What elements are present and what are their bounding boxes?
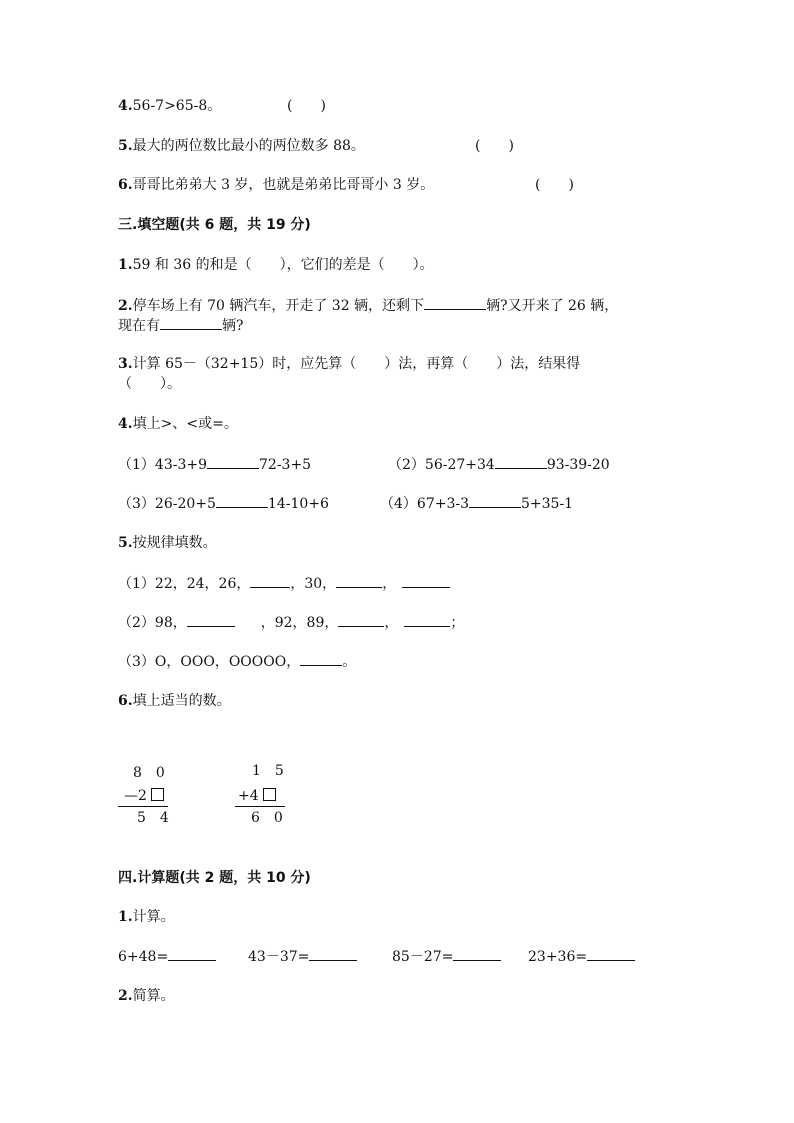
sequence-text: （1）22，24，26，: [118, 576, 251, 592]
compare-item-1: [118, 454, 311, 475]
sequence-text: ，30，: [290, 576, 337, 592]
vertical-subtraction-top: 8 0: [133, 765, 165, 781]
calc-expression: 6+48=: [118, 949, 169, 965]
calc-item-2: [248, 946, 357, 967]
calc-expression: 85－27=: [392, 949, 454, 965]
question-number: 2.: [118, 988, 133, 1004]
answer-blank[interactable]: [168, 946, 216, 961]
calc-item-1: [118, 946, 216, 967]
question-text: 56-7>65-8。: [132, 98, 222, 114]
compare-item-2: [388, 454, 610, 475]
compare-rhs: 14-10+6: [267, 496, 329, 512]
compare-rhs: 5+35-1: [521, 496, 574, 512]
answer-blank[interactable]: [469, 493, 521, 508]
calc-expression: 43－37=: [248, 949, 310, 965]
answer-blank[interactable]: [216, 493, 268, 508]
calc-question-2: [118, 986, 175, 1006]
compare-rhs: 93-39-20: [546, 457, 610, 473]
sequence-text: ，: [384, 615, 399, 631]
compare-lhs: （3）26-20+5: [118, 496, 216, 512]
calc-item-4: [528, 946, 635, 967]
question-number: 1.: [118, 909, 133, 925]
answer-blank[interactable]: [160, 315, 222, 330]
compare-rhs: 72-3+5: [259, 457, 312, 473]
question-text: 辆?: [222, 318, 244, 334]
fill-question-2: [118, 295, 618, 316]
answer-blank[interactable]: [402, 573, 450, 588]
question-text: 填上>、<或=。: [132, 416, 238, 432]
question-number: 3.: [118, 356, 133, 372]
question-text: 哥哥比弟弟大 3 岁，也就是弟弟比哥哥小 3 岁。: [132, 177, 435, 193]
question-text: 现在有: [118, 318, 160, 334]
answer-blank[interactable]: [587, 946, 635, 961]
answer-blank[interactable]: [495, 454, 547, 469]
fill-question-3: [118, 354, 580, 374]
fill-question-6: [118, 691, 231, 711]
question-text: 简算。: [132, 988, 175, 1004]
vertical-addition-operand: [238, 787, 276, 805]
sequence-text: ；: [450, 615, 465, 631]
question-text: 计算 65－（32+15）时，应先算（ ）法，再算（ ）法，结果得: [132, 356, 581, 372]
answer-paren[interactable]: ( ): [475, 138, 514, 154]
calc-item-3: [392, 946, 501, 967]
answer-blank[interactable]: [338, 612, 384, 627]
question-text: 最大的两位数比最小的两位数多 88。: [132, 138, 365, 154]
sequence-text: ，92，89，: [260, 615, 339, 631]
answer-blank[interactable]: [453, 946, 501, 961]
answer-blank[interactable]: [424, 295, 486, 310]
sequence-row-1: [118, 573, 450, 594]
sum-line: [235, 806, 285, 807]
vertical-subtraction-result: 5 4: [137, 810, 169, 826]
question-text: 停车场上有 70 辆汽车，开走了 32 辆，还剩下: [132, 298, 425, 314]
sum-line: [118, 806, 168, 807]
answer-blank[interactable]: [404, 612, 450, 627]
answer-blank[interactable]: [250, 573, 290, 588]
missing-digit-box[interactable]: [263, 788, 276, 801]
question-4: [118, 96, 221, 116]
answer-blank[interactable]: [336, 573, 382, 588]
question-text: 填上适当的数。: [132, 693, 231, 709]
answer-blank[interactable]: [300, 651, 342, 666]
vertical-addition-result: 6 0: [251, 810, 283, 826]
section-title: 三.填空题(共 6 题，共 19 分): [118, 217, 311, 233]
question-number: 6.: [118, 177, 133, 193]
missing-digit-box[interactable]: [151, 788, 164, 801]
question-6: [118, 175, 434, 195]
question-number: 2.: [118, 298, 133, 314]
calc-question-1: [118, 907, 175, 927]
calc-expression: 23+36=: [528, 949, 588, 965]
compare-lhs: （1）43-3+9: [118, 457, 207, 473]
question-number: 4.: [118, 98, 133, 114]
section-title: 四.计算题(共 2 题，共 10 分): [118, 870, 311, 886]
question-text: 辆?又开来了 26 辆，: [486, 298, 619, 314]
answer-blank[interactable]: [207, 454, 259, 469]
operand-digits: +4: [238, 788, 259, 804]
question-number: 4.: [118, 416, 133, 432]
question-text: 计算。: [132, 909, 175, 925]
fill-question-1: [118, 255, 434, 275]
sequence-row-2: [118, 612, 464, 633]
sequence-text: （2）98，: [118, 615, 187, 631]
answer-blank[interactable]: [309, 946, 357, 961]
sequence-text: （3）O，OOO，OOOOO，: [118, 654, 301, 670]
answer-blank[interactable]: [187, 612, 235, 627]
question-number: 1.: [118, 257, 133, 273]
sequence-row-3: [118, 651, 356, 672]
question-number: 6.: [118, 693, 133, 709]
compare-item-4: [380, 493, 573, 514]
sequence-text: ，: [382, 576, 397, 592]
compare-lhs: （4）67+3-3: [380, 496, 469, 512]
fill-question-4: [118, 414, 238, 434]
operand-digits: —2: [124, 788, 147, 804]
question-text: 按规律填数。: [132, 535, 217, 551]
fill-question-5: [118, 533, 217, 553]
compare-lhs: （2）56-27+34: [388, 457, 495, 473]
question-number: 5.: [118, 535, 133, 551]
question-text: 59 和 36 的和是（ ），它们的差是（ ）。: [132, 257, 434, 273]
vertical-subtraction-operand: [124, 787, 164, 805]
answer-paren[interactable]: ( ): [287, 98, 326, 114]
vertical-addition-top: 1 5: [252, 763, 284, 779]
fill-question-3-cont: （ ）。: [118, 376, 181, 392]
question-number: 5.: [118, 138, 133, 154]
compare-item-3: [118, 493, 329, 514]
sequence-text: 。: [342, 654, 357, 670]
answer-paren[interactable]: ( ): [535, 177, 574, 193]
fill-question-2-cont: [118, 315, 244, 336]
question-5: [118, 136, 365, 156]
